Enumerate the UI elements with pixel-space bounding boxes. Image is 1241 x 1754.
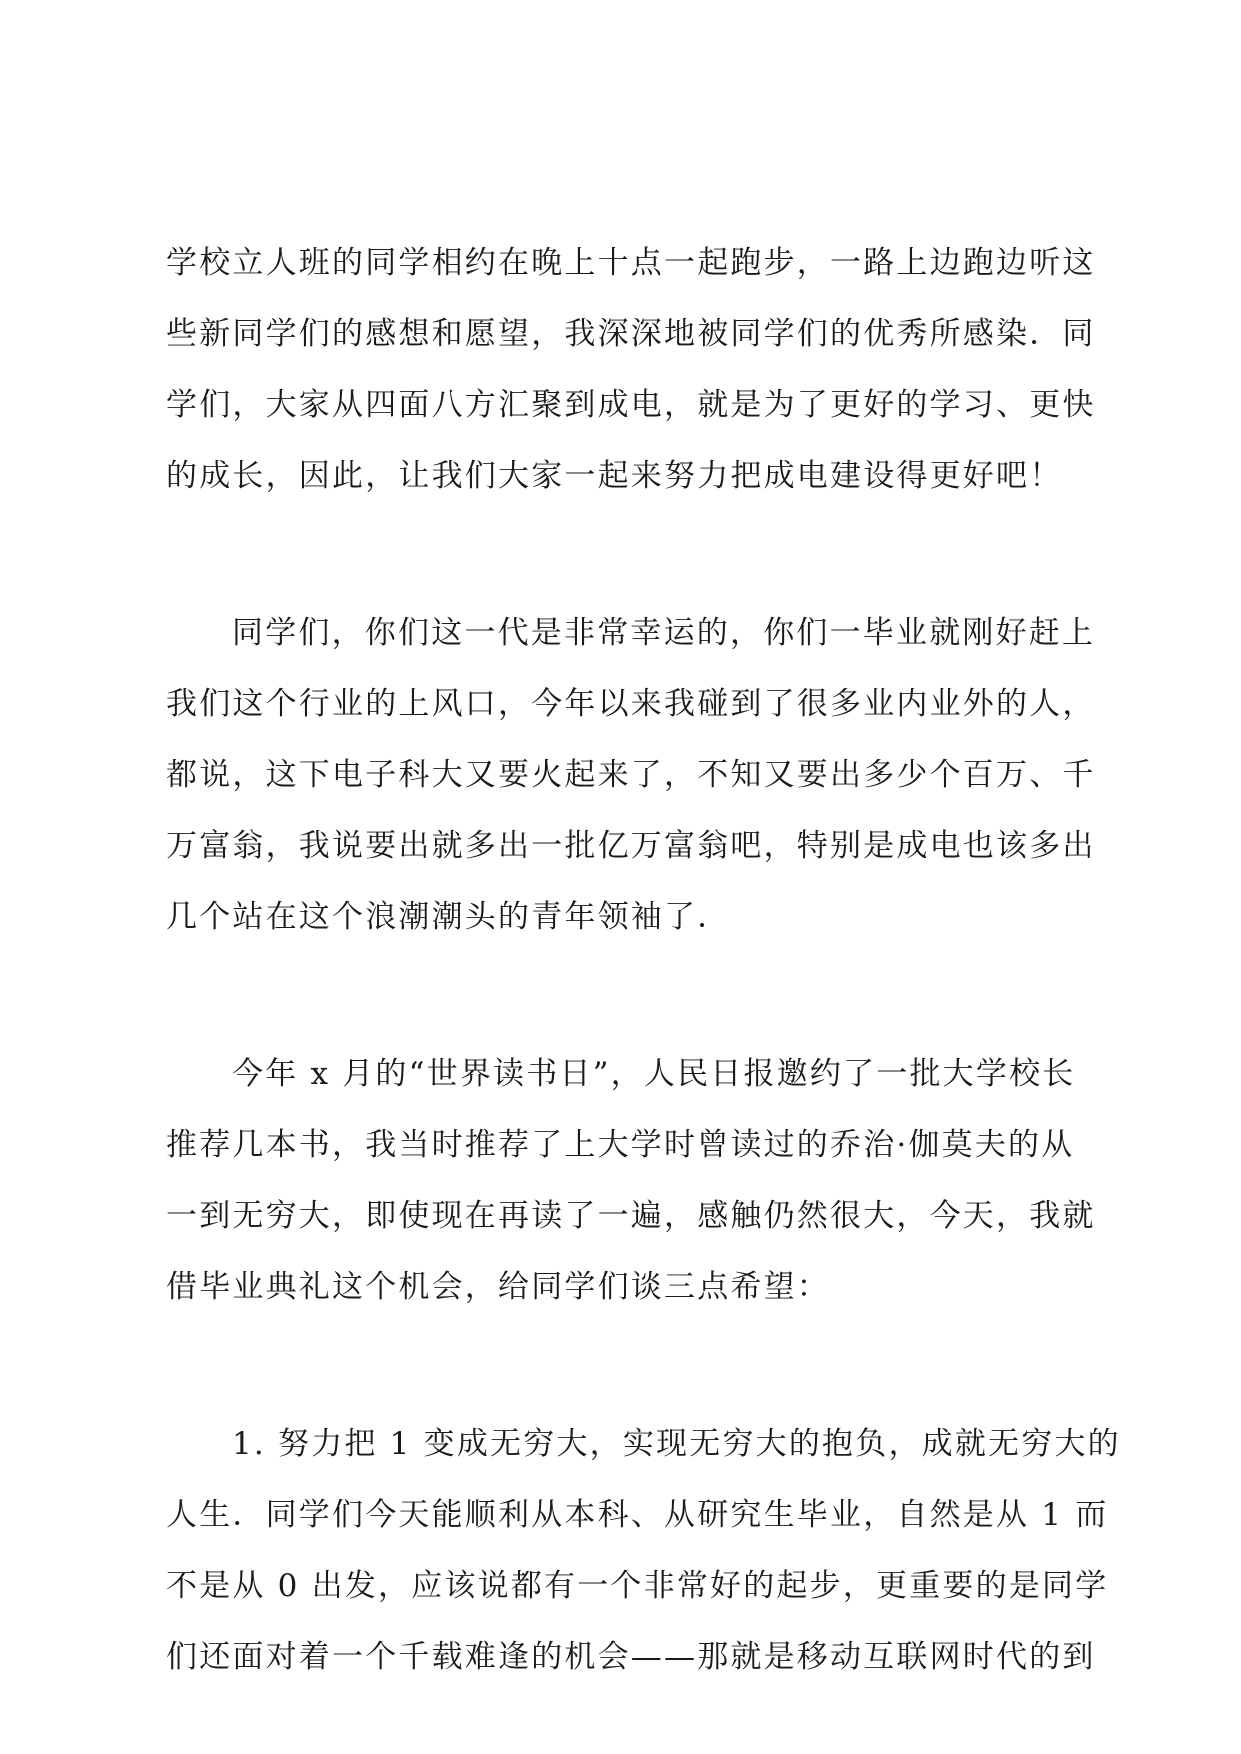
text-line: 今年 x 月的“世界读书日”，人民日报邀约了一批大学校长: [232, 1056, 1076, 1092]
text-line: 万富翁，我说要出就多出一批亿万富翁吧，特别是成电也该多出: [166, 828, 1096, 864]
text-line: 们还面对着一个千载难逢的机会——那就是移动互联网时代的到: [166, 1639, 1096, 1675]
text-line: 我们这个行业的上风口，今年以来我碰到了很多业内业外的人，: [166, 686, 1096, 722]
text-line: 学们，大家从四面八方汇聚到成电，就是为了更好的学习、更快: [166, 387, 1096, 423]
paragraph-1: [166, 228, 1096, 512]
text-line: 些新同学们的感想和愿望，我深深地被同学们的优秀所感染．同: [166, 316, 1096, 352]
text-line: 学校立人班的同学相约在晚上十点一起跑步，一路上边跑边听这: [166, 245, 1096, 281]
text-line: 人生．同学们今天能顺利从本科、从研究生毕业，自然是从 1 而: [166, 1497, 1109, 1533]
text-line: 借毕业典礼这个机会，给同学们谈三点希望：: [166, 1269, 830, 1305]
text-line: 几个站在这个浪潮潮头的青年领袖了．: [166, 899, 731, 935]
text-line: 同学们，你们这一代是非常幸运的，你们一毕业就刚好赶上: [232, 615, 1096, 651]
text-line: 都说，这下电子科大又要火起来了，不知又要出多少个百万、千: [166, 757, 1096, 793]
text-line: 不是从 0 出发，应该说都有一个非常好的起步，更重要的是同学: [166, 1568, 1109, 1604]
paragraph-3: [166, 1039, 1096, 1323]
text-line: 1. 努力把 1 变成无穷大，实现无穷大的抱负，成就无穷大的: [232, 1426, 1121, 1462]
text-line: 一到无穷大，即使现在再读了一遍，感触仍然很大，今天，我就: [166, 1198, 1096, 1234]
paragraph-2: [166, 598, 1096, 953]
text-line: 的成长，因此，让我们大家一起来努力把成电建设得更好吧！: [166, 458, 1063, 494]
text-line: 推荐几本书，我当时推荐了上大学时曾读过的乔治·伽莫夫的从: [166, 1127, 1075, 1163]
document-body: [166, 228, 1121, 1693]
paragraph-4: [166, 1409, 1121, 1693]
